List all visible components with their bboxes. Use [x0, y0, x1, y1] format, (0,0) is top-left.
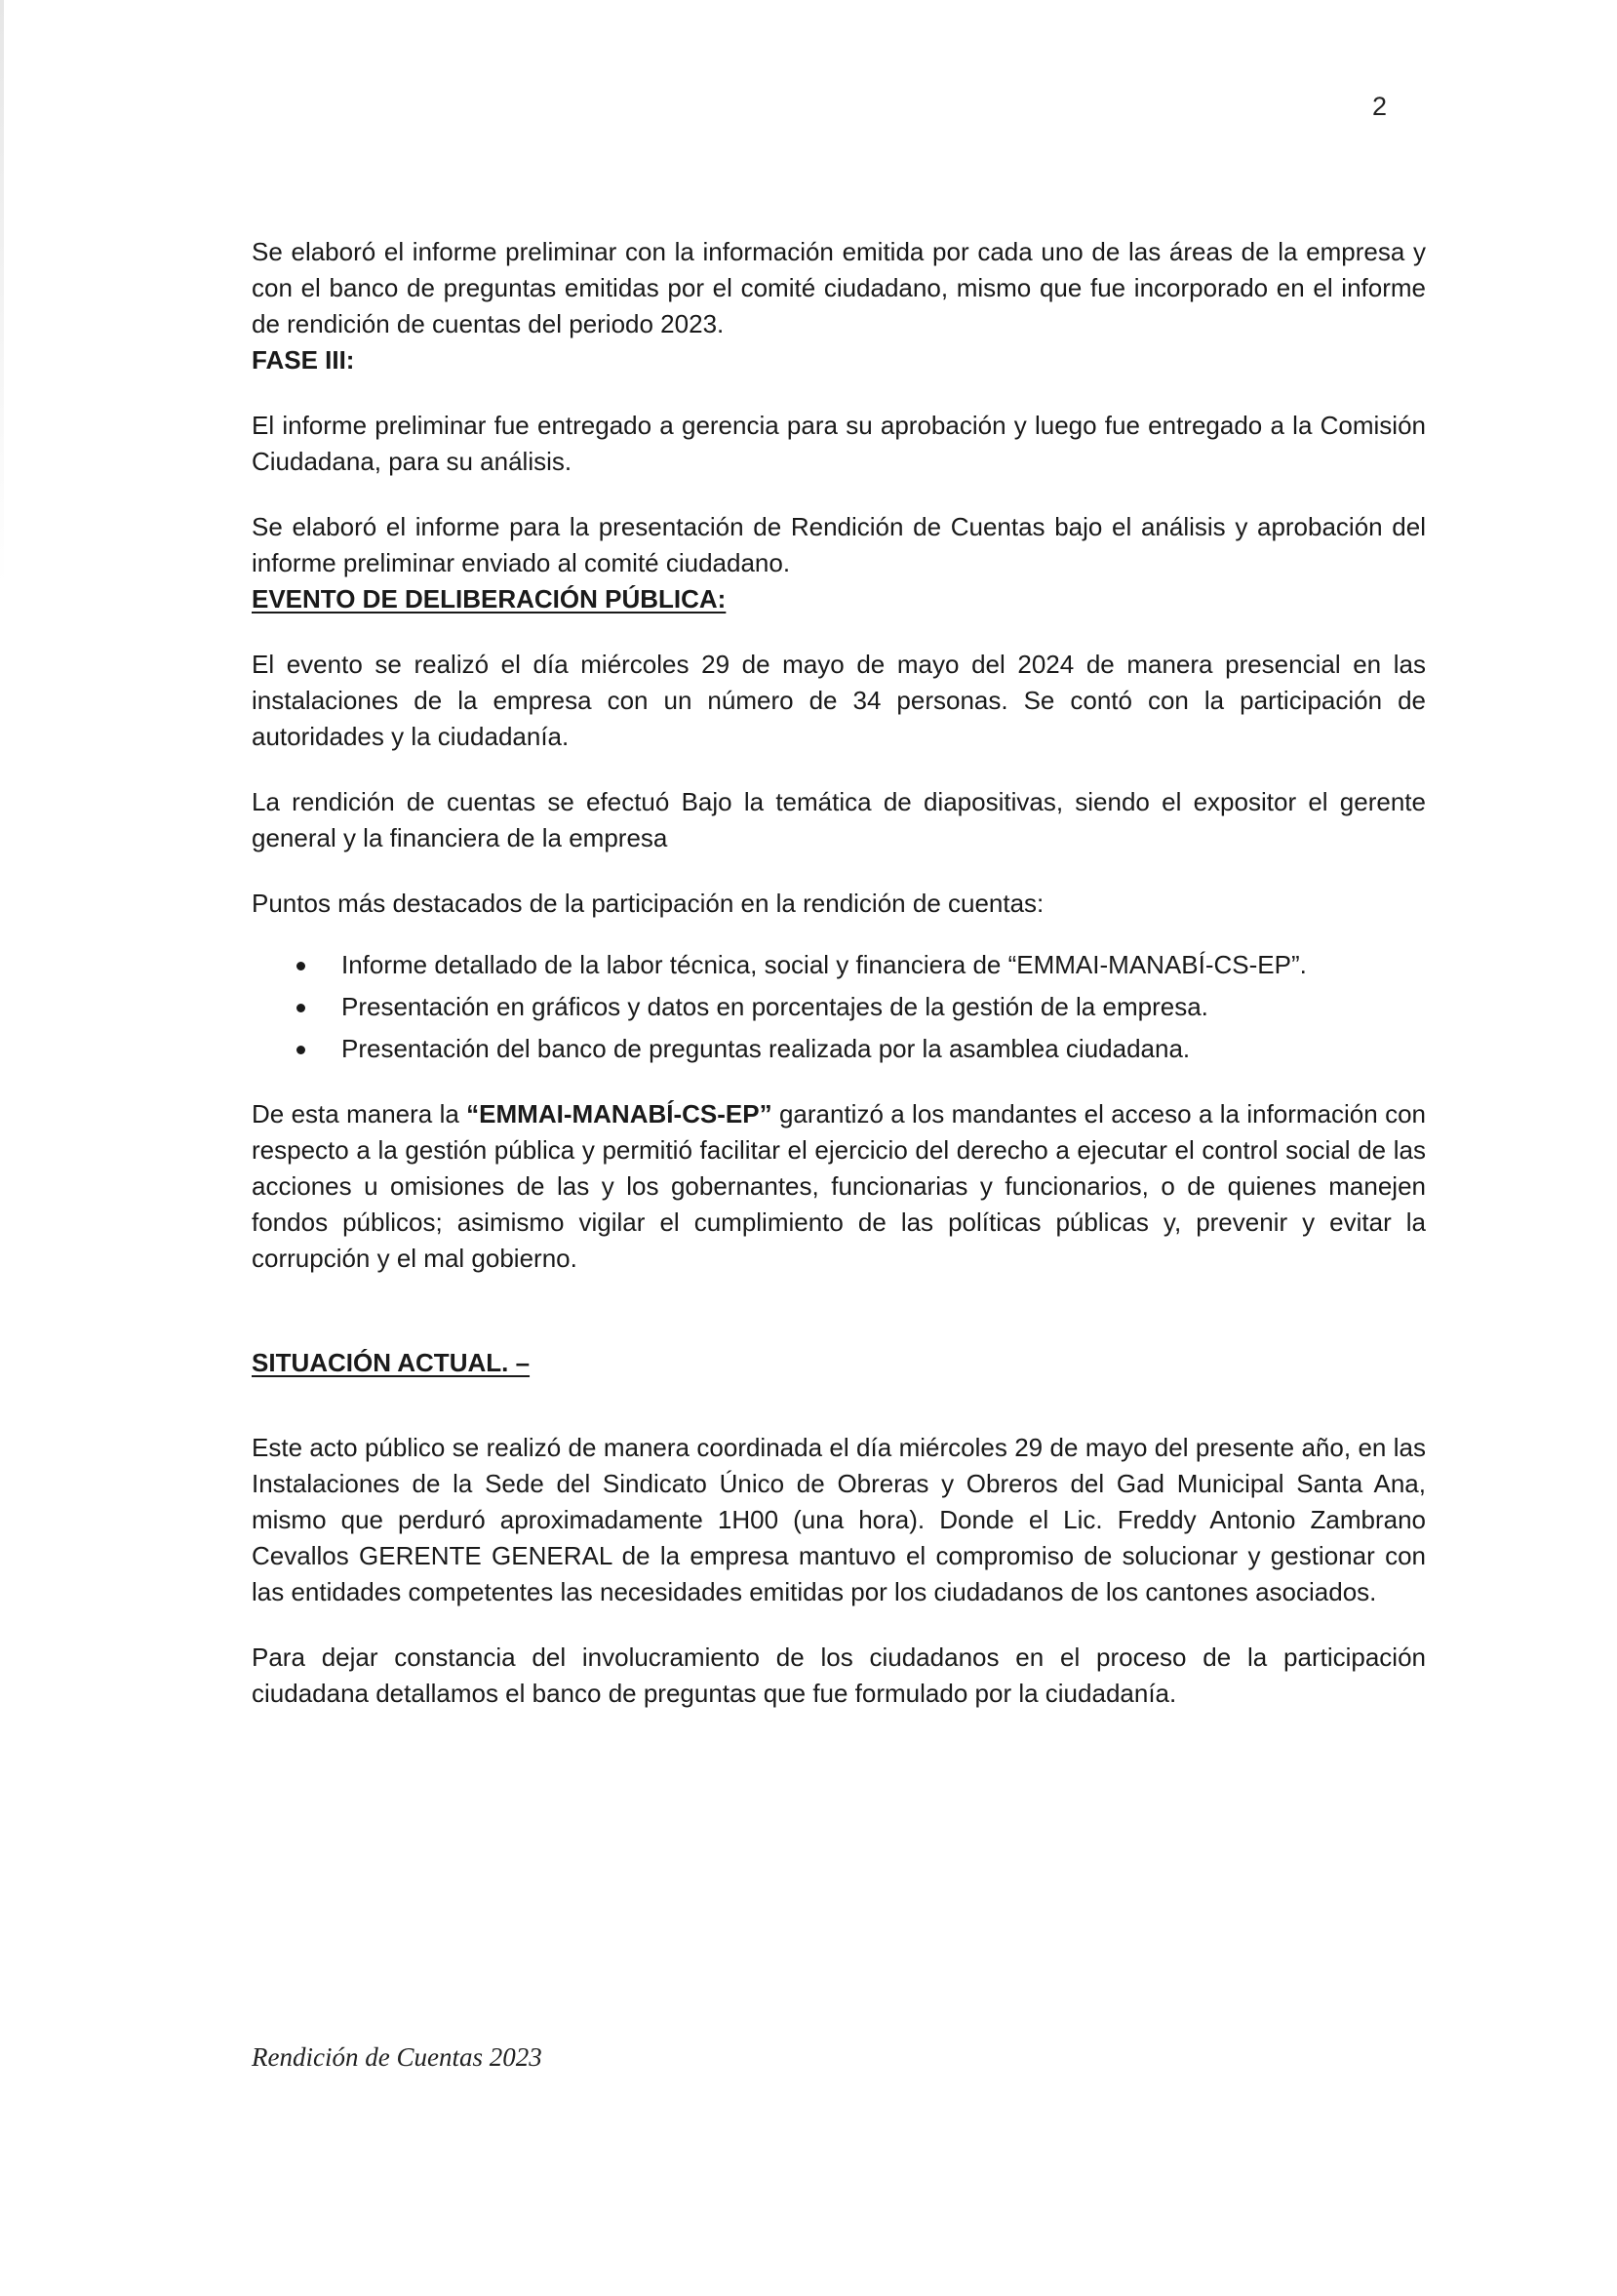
list-item: Presentación del banco de preguntas realizada por la asamblea ciudadana.	[252, 1031, 1426, 1067]
paragraph-garantizo	[252, 1096, 1426, 1277]
paragraph-garantizo-end: garantizó a los mandantes el acceso a la información con respecto a la gestión pública y permitió facilitar el ejercicio del derecho a ejecutar el control social de las acciones u omisiones de las y los gobernantes, funcionarias y funcionarios, o de quienes manejen fondos públicos; asimismo vigilar el cumplimiento de las políticas públicas y, prevenir y evitar la corrupción y el mal gobierno.	[252, 1099, 1426, 1273]
page-number: 2	[1371, 92, 1387, 121]
heading-evento-deliberacion: EVENTO DE DELIBERACIÓN PÚBLICA:	[252, 584, 727, 614]
company-name-bold: “EMMAI-MANABÍ-CS-EP”	[466, 1099, 772, 1128]
list-item: Presentación en gráficos y datos en porcentajes de la gestión de la empresa.	[252, 989, 1426, 1025]
document-body	[252, 234, 1426, 1712]
bullet-list	[252, 947, 1426, 1067]
heading-fase-3: FASE III:	[252, 345, 355, 375]
paragraph-constancia: Para dejar constancia del involucramiento de los ciudadanos en el proceso de la participación ciudadana detallamos el banco de preguntas que fue formulado por la ciudadanía.	[252, 1643, 1426, 1708]
paragraph-puntos-destacados: Puntos más destacados de la participación en la rendición de cuentas:	[252, 889, 1045, 918]
heading-situacion-actual: SITUACIÓN ACTUAL. –	[252, 1348, 531, 1377]
paragraph-acto-publico: Este acto público se realizó de manera coordinada el día miércoles 29 de mayo del presente año, en las Instalaciones de la Sede del Sindicato Único de Obreras y Obreros del Gad Municipal Santa Ana, mismo que perduró aproximadamente 1H00 (una hora). Donde el Lic. Freddy Antonio Zambrano Cevallos GERENTE GENERAL de la empresa mantuvo el compromiso de solucionar y gestionar con las entidades competentes las necesidades emitidas por los ciudadanos de los cantones asociados.	[252, 1433, 1426, 1606]
scan-edge-shadow	[0, 0, 4, 585]
paragraph-informe-entregado: El informe preliminar fue entregado a gerencia para su aprobación y luego fue entregado a la Comisión Ciudadana, para su análisis.	[252, 411, 1426, 476]
footer-text: Rendición de Cuentas 2023	[252, 2042, 542, 2072]
paragraph-informe-presentacion: Se elaboró el informe para la presentación de Rendición de Cuentas bajo el análisis y aprobación del informe preliminar enviado al comité ciudadano.	[252, 512, 1426, 577]
paragraph-rendicion-tematica: La rendición de cuentas se efectuó Bajo la temática de diapositivas, siendo el expositor el gerente general y la financiera de la empresa	[252, 787, 1426, 852]
paragraph-garantizo-start: De esta manera la	[252, 1099, 467, 1128]
paragraph-evento: El evento se realizó el día miércoles 29 de mayo de mayo del 2024 de manera presencial en las instalaciones de la empresa con un número de 34 personas. Se contó con la participación de autoridades y la ciudadanía.	[252, 650, 1426, 751]
list-item: Informe detallado de la labor técnica, social y financiera de “EMMAI-MANABÍ-CS-EP”.	[252, 947, 1426, 983]
paragraph-informe-preliminar: Se elaboró el informe preliminar con la información emitida por cada uno de las áreas de la empresa y con el banco de preguntas emitidas por el comité ciudadano, mismo que fue incorporado en el informe de rendición de cuentas del periodo 2023.	[252, 237, 1426, 338]
